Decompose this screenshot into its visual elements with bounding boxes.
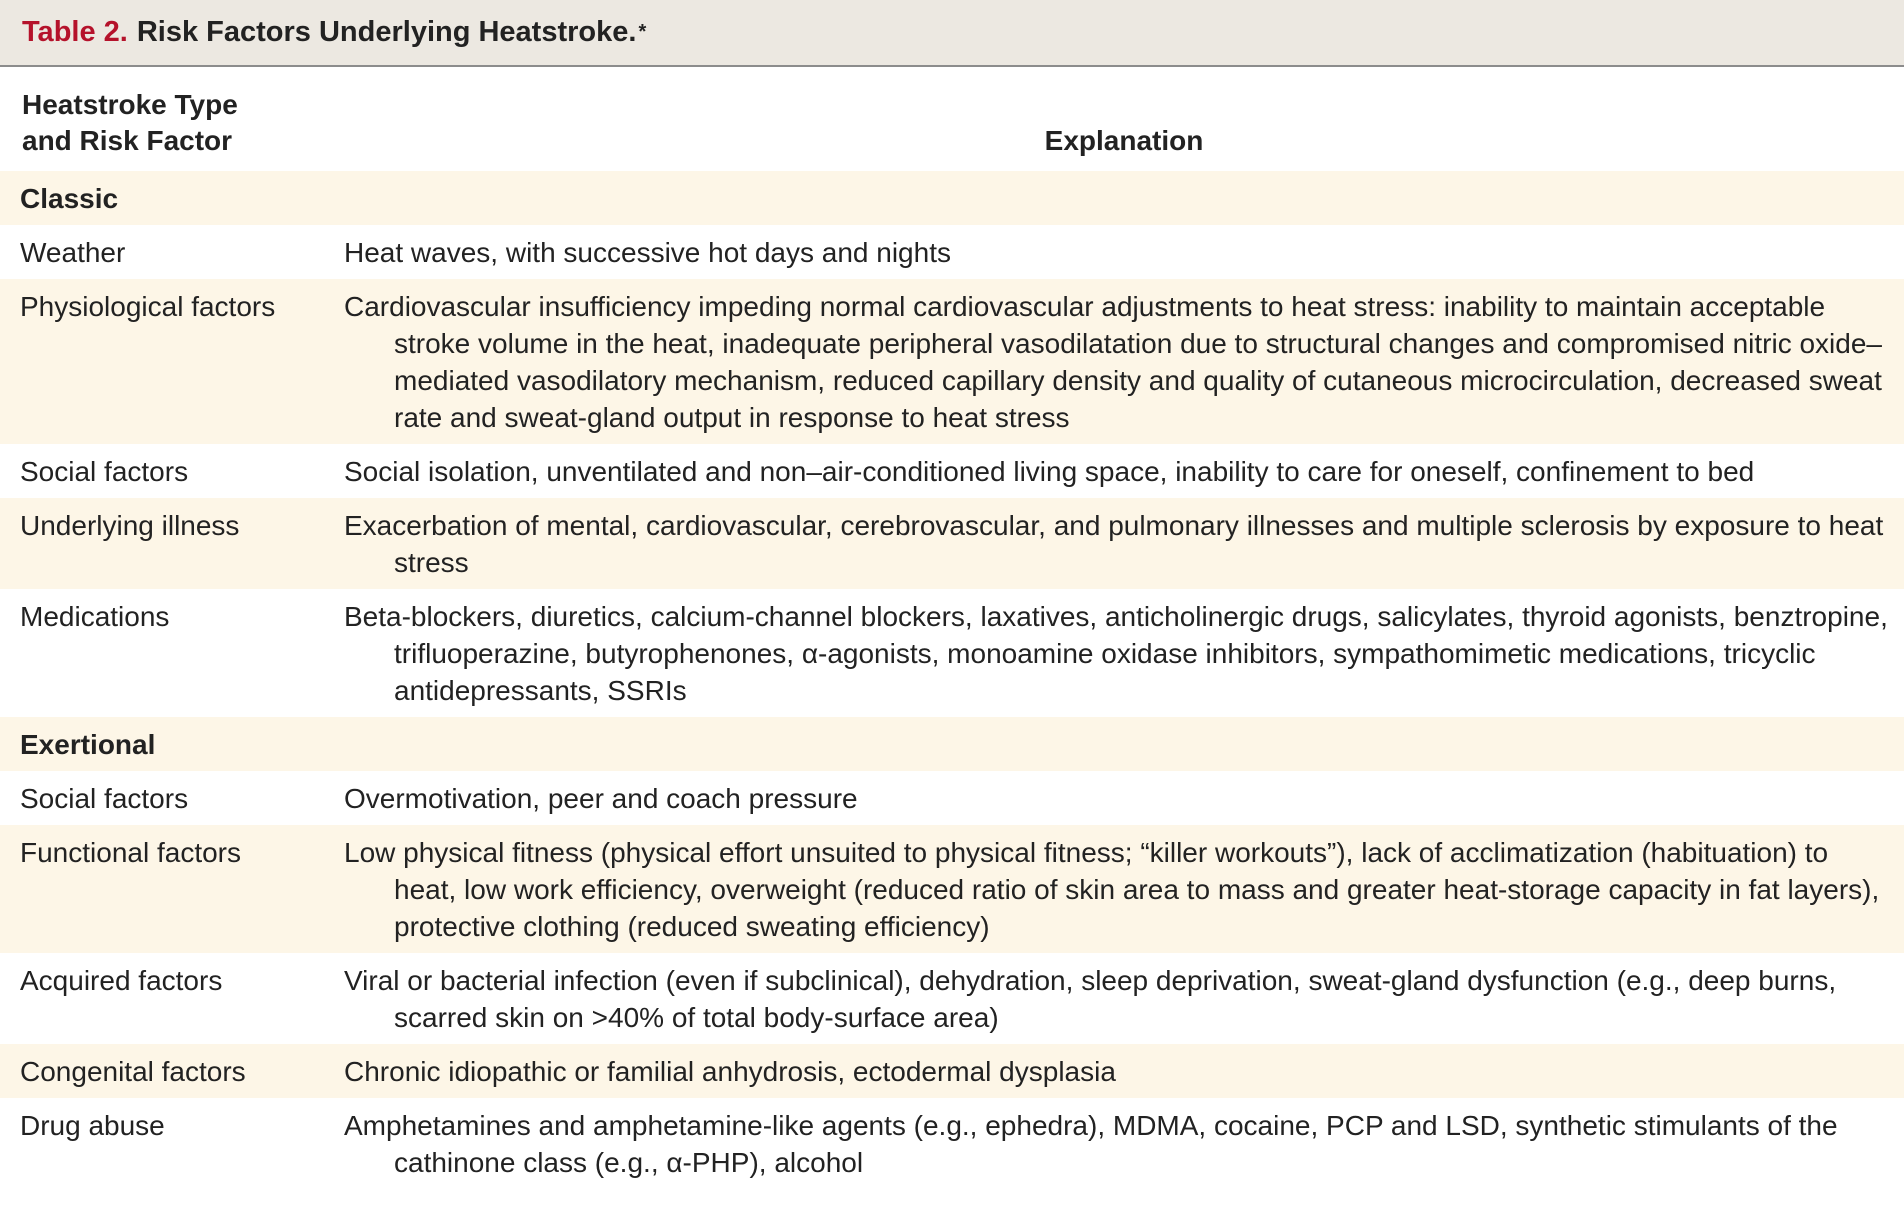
risk-factor-cell: Physiological factors: [0, 279, 344, 444]
table-row: [0, 771, 1904, 825]
explanation-text: Overmotivation, peer and coach pressure: [344, 783, 858, 814]
risk-factor-cell: Weather: [0, 225, 344, 279]
explanation-text: Beta-blockers, diuretics, calcium-channel blockers, laxatives, anticholinergic drugs, salicylates, thyroid agonists, benztropine, trifluoperazine, butyrophenones, α-agonists, monoamine oxidase inhibitors, sympathomimetic medications, tricyclic antidepressants, SSRIs: [344, 601, 1888, 706]
table-header: [0, 67, 1904, 171]
explanation-text: Social isolation, unventilated and non–air-conditioned living space, inability to care for oneself, confinement to bed: [344, 456, 1755, 487]
risk-factor-cell: Congenital factors: [0, 1044, 344, 1098]
risk-factor-cell: Medications: [0, 589, 344, 717]
risk-factor-cell: Acquired factors: [0, 953, 344, 1044]
section-row-exertional: [0, 717, 1904, 771]
explanation-text: Exacerbation of mental, cardiovascular, cerebrovascular, and pulmonary illnesses and multiple sclerosis by exposure to heat stress: [344, 510, 1884, 578]
explanation-cell: [344, 225, 1904, 279]
table-row: [0, 953, 1904, 1044]
column-header-explanation: Explanation: [344, 67, 1904, 171]
column-header-line-1: Heatstroke Type: [22, 89, 238, 120]
table-number: Table 2.: [22, 16, 128, 48]
table-row: [0, 1044, 1904, 1098]
risk-factor-cell: Underlying illness: [0, 498, 344, 589]
risk-factors-table: [0, 67, 1904, 1189]
table-row: [0, 589, 1904, 717]
section-title: Classic: [0, 171, 1904, 225]
explanation-text: Chronic idiopathic or familial anhydrosis, ectodermal dysplasia: [344, 1056, 1116, 1087]
explanation-cell: [344, 825, 1904, 953]
explanation-text: Low physical fitness (physical effort unsuited to physical fitness; “killer workouts”), lack of acclimatization (habituation) to heat, low work efficiency, overweight (reduced ratio of skin area to mass and greater heat-storage capacity in fat layers), protective clothing (reduced sweating efficiency): [344, 837, 1880, 942]
table-row: [0, 279, 1904, 444]
explanation-cell: [344, 771, 1904, 825]
explanation-text: Amphetamines and amphetamine-like agents (e.g., ephedra), MDMA, cocaine, PCP and LSD, synthetic stimulants of the cathinone class (e.g., α-PHP), alcohol: [344, 1110, 1838, 1178]
table-title: Risk Factors Underlying Heatstroke.: [136, 16, 637, 48]
section-row-classic: [0, 171, 1904, 225]
header-row: [0, 67, 1904, 171]
risk-factor-cell: Social factors: [0, 444, 344, 498]
risk-factor-cell: Social factors: [0, 771, 344, 825]
section-title: Exertional: [0, 717, 1904, 771]
explanation-cell: [344, 1098, 1904, 1189]
explanation-text: Heat waves, with successive hot days and nights: [344, 237, 951, 268]
explanation-cell: [344, 953, 1904, 1044]
table-row: [0, 825, 1904, 953]
table-row: [0, 498, 1904, 589]
table-row: [0, 225, 1904, 279]
table-body: [0, 171, 1904, 1189]
risk-factor-cell: Functional factors: [0, 825, 344, 953]
table-caption: [0, 0, 1904, 67]
explanation-cell: [344, 444, 1904, 498]
table-row: [0, 444, 1904, 498]
column-header-risk-factor: [0, 67, 344, 171]
explanation-cell: [344, 279, 1904, 444]
risk-factor-cell: Drug abuse: [0, 1098, 344, 1189]
explanation-cell: [344, 589, 1904, 717]
footnote-mark: *: [638, 21, 647, 43]
explanation-cell: [344, 498, 1904, 589]
explanation-text: Cardiovascular insufficiency impeding normal cardiovascular adjustments to heat stress: inability to maintain acceptable stroke volume in the heat, inadequate peripheral vasodilatation due to structural changes and compromised nitric oxide–mediated vasodilatory mechanism, reduced capillary density and quality of cutaneous microcirculation, decreased sweat rate and sweat-gland output in response to heat stress: [344, 291, 1882, 433]
explanation-text: Viral or bacterial infection (even if subclinical), dehydration, sleep deprivation, sweat-gland dysfunction (e.g., deep burns, scarred skin on >40% of total body-surface area): [344, 965, 1837, 1033]
column-header-line-2: and Risk Factor: [22, 125, 233, 156]
table-row: [0, 1098, 1904, 1189]
explanation-cell: [344, 1044, 1904, 1098]
